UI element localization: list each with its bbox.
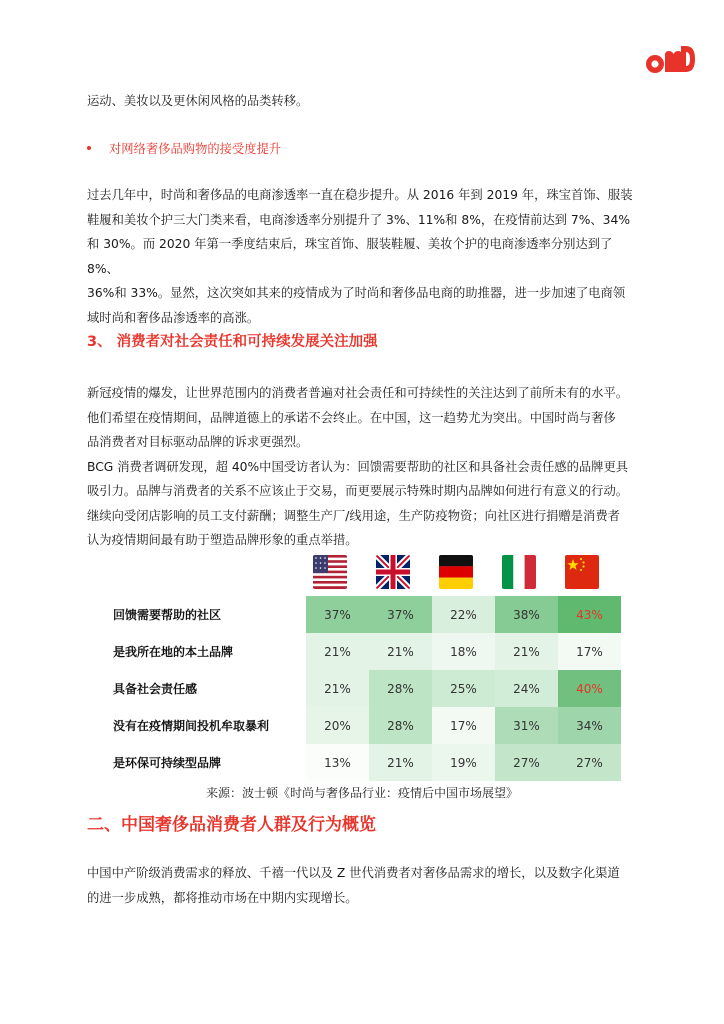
paragraph-line: 中国中产阶级消费需求的释放、千禧一代以及 Z 世代消费者对奢侈品需求的增长，以及数字化渠道 — [87, 866, 620, 880]
table-cell: 31% — [495, 707, 558, 744]
paragraph-line: 他们希望在疫情期间，品牌道德上的承诺不会终止。在中国，这一趋势尤为突出。中国时尚与奢侈 — [87, 410, 616, 425]
paragraph-line: 品消费者对目标驱动品牌的诉求更强烈。 — [87, 435, 309, 449]
paragraph-line: 域时尚和奢侈品渗透率的高涨。 — [87, 310, 260, 325]
italy-flag-icon — [502, 555, 536, 589]
table-body — [105, 596, 621, 781]
table-row — [105, 744, 621, 781]
row-label: 具备社会责任感 — [113, 682, 198, 696]
paragraph-line: 36%和 33%。显然，这次突如其来的疫情成为了时尚和奢侈品电商的助推器，进一步加速了电商领 — [87, 286, 626, 300]
paragraph-line: BCG 消费者调研发现，超 40%中国受访者认为：回馈需要帮助的社区和具备社会责任感的品牌更具 — [87, 459, 629, 474]
table-cell: 21% — [369, 744, 432, 781]
paragraph-line: 的进一步成熟，都将推动市场在中期内实现增长。 — [87, 890, 358, 905]
table-cell: 18% — [432, 633, 495, 670]
table-cell: 17% — [558, 633, 621, 670]
table-cell: 21% — [369, 633, 432, 670]
section-2-heading: 二、中国奢侈品消费者人群及行为概览 — [87, 815, 376, 835]
table-row — [105, 633, 621, 670]
table-row — [105, 596, 621, 633]
ecommerce-paragraph — [87, 183, 647, 330]
bullet-item — [87, 139, 281, 157]
paragraph-line: 吸引力。品牌与消费者的关系不应该止于交易，而更要展示特殊时期内品牌如何进行有意义的行动。 — [87, 484, 629, 498]
intro-line: 运动、美妆以及更休闲风格的品类转移。 — [87, 94, 309, 108]
table-cell: 21% — [306, 670, 369, 707]
row-label: 是我所在地的本土品牌 — [113, 645, 234, 659]
growth-paragraph — [87, 861, 647, 910]
table-cell: 43% — [558, 596, 621, 633]
source-caption: 来源：波士顿《时尚与奢侈品行业：疫情后中国市场展望》 — [205, 786, 518, 800]
table-cell: 37% — [306, 596, 369, 633]
table-cell: 22% — [432, 596, 495, 633]
table-cell: 40% — [558, 670, 621, 707]
paragraph-line: 继续向受闭店影响的员工支付薪酬；调整生产厂/线用途，生产防疫物资；向社区进行捐赠是消费者 — [87, 508, 620, 523]
social-responsibility-paragraph — [87, 381, 647, 553]
table-cell: 21% — [495, 633, 558, 670]
table-cell: 20% — [306, 707, 369, 744]
table-cell: 34% — [558, 707, 621, 744]
table-cell: 27% — [558, 744, 621, 781]
china-flag-icon — [565, 555, 599, 589]
table-cell: 19% — [432, 744, 495, 781]
table-cell: 38% — [495, 596, 558, 633]
paragraph-line: 和 30%。而 2020 年第一季度结束后，珠宝首饰、服装鞋履、美妆个护的电商渗透率分别达到了 8%、 — [87, 237, 613, 276]
table-cell: 37% — [369, 596, 432, 633]
table-row — [105, 670, 621, 707]
row-label: 是环保可持续型品牌 — [113, 756, 222, 770]
country-flags — [0, 555, 724, 591]
row-label: 回馈需要帮助的社区 — [113, 608, 222, 622]
row-label: 没有在疫情期间投机牟取暴利 — [113, 719, 270, 733]
table-cell: 27% — [495, 744, 558, 781]
table-cell: 13% — [306, 744, 369, 781]
paragraph-line: 过去几年中，时尚和奢侈品的电商渗透率一直在稳步提升。从 2016 年到 2019 年，珠宝首饰、服装 — [87, 188, 633, 202]
germany-flag-icon — [439, 555, 473, 589]
table-cell: 24% — [495, 670, 558, 707]
consumer-survey-table — [105, 596, 621, 781]
bullet-dot-icon — [87, 146, 91, 150]
uk-flag-icon — [376, 555, 410, 589]
paragraph-line: 认为疫情期间最有助于塑造品牌形象的重点举措。 — [87, 533, 358, 547]
table-cell: 28% — [369, 670, 432, 707]
paragraph-line: 新冠疫情的爆发，让世界范围内的消费者普遍对社会责任和可持续性的关注达到了前所未有的水平。 — [87, 386, 629, 400]
table-cell: 28% — [369, 707, 432, 744]
us-flag-icon — [313, 555, 347, 589]
paragraph-line: 鞋履和美妆个护三大门类来看，电商渗透率分别提升了 3%、11%和 8%，在疫情前达到 7%、34% — [87, 212, 631, 227]
section-3-heading: 3、 消费者对社会责任和可持续发展关注加强 — [87, 334, 378, 350]
table-row — [105, 707, 621, 744]
table-cell: 17% — [432, 707, 495, 744]
bullet-heading: 对网络奢侈品购物的接受度提升 — [109, 142, 282, 156]
omd-logo — [644, 44, 696, 74]
table-cell: 21% — [306, 633, 369, 670]
table-cell: 25% — [432, 670, 495, 707]
